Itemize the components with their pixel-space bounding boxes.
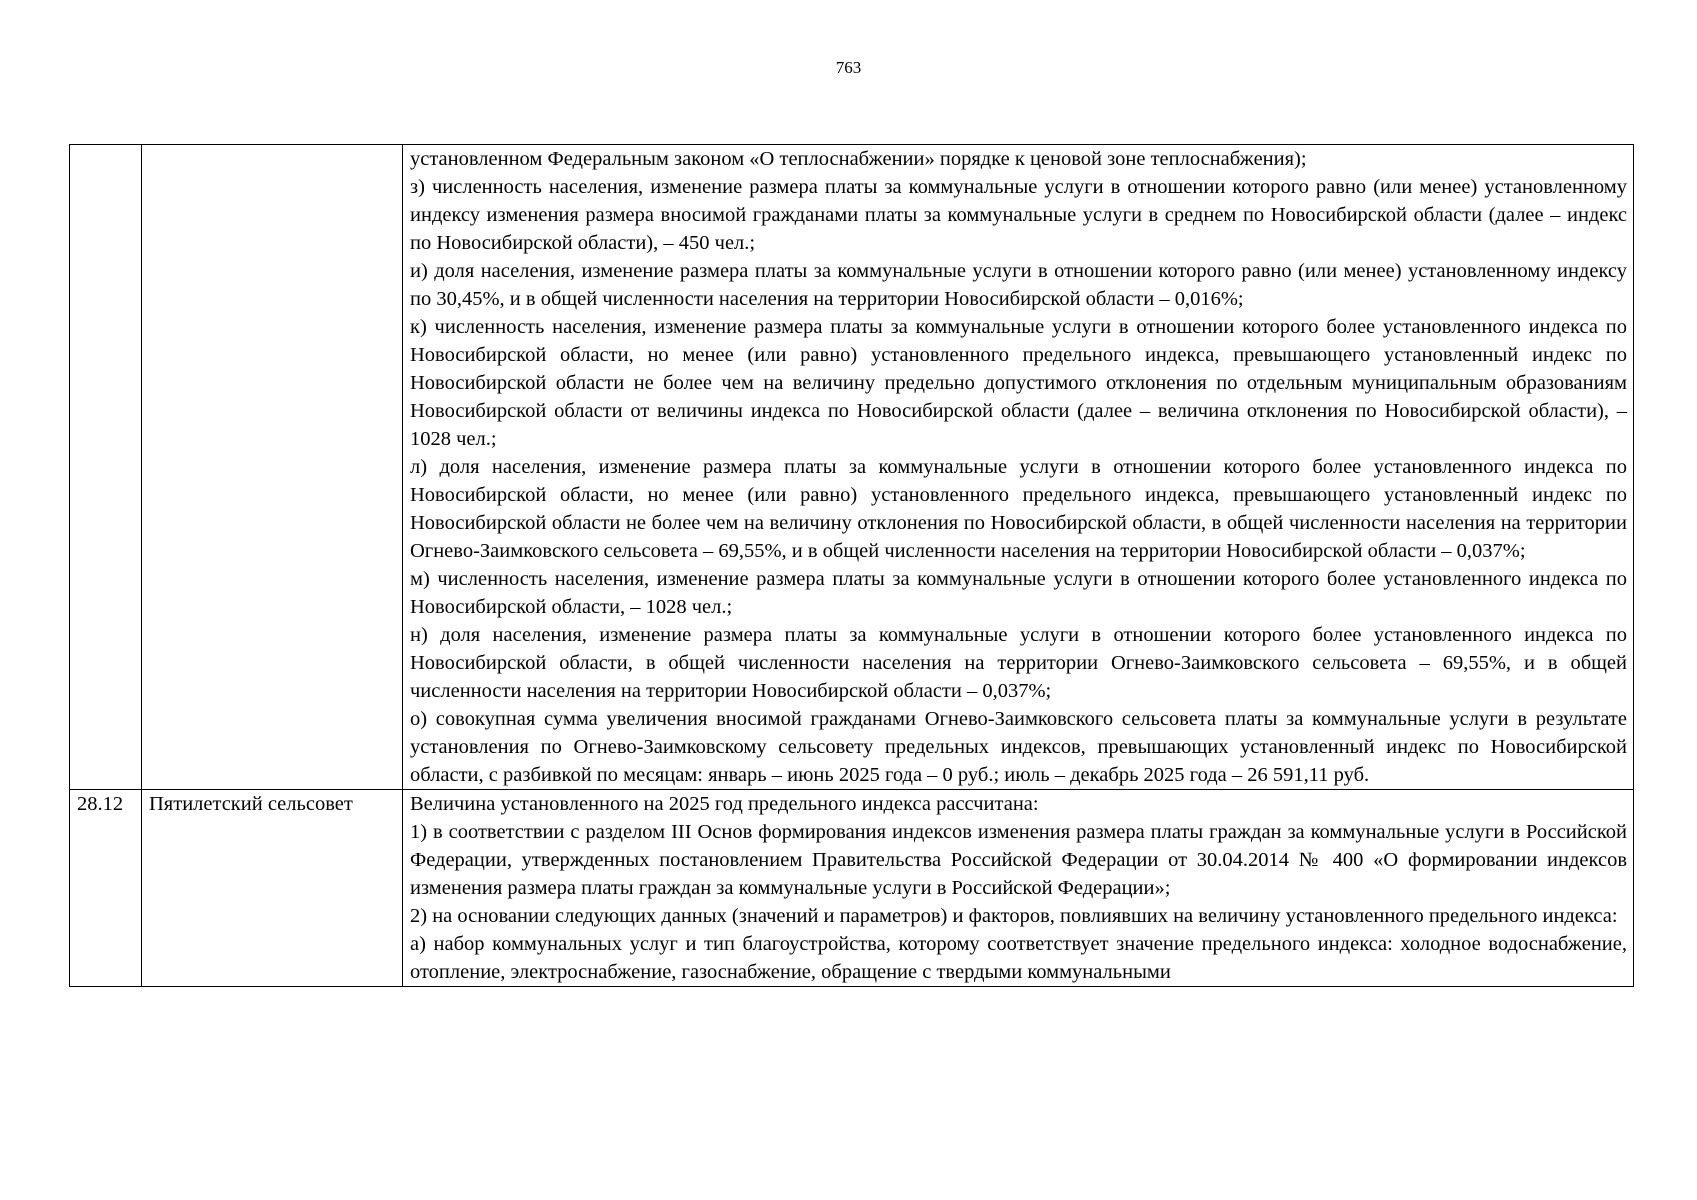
paragraph: о) совокупная сумма увеличения вносимой гражданами Огнево-Заимковского сельсовета платы за коммунальные услуги в результате установления по Огнево-Заимковскому сельсовету предельных индексов, превышающих установленный индекс по Новосибирской области, с разбивкой по месяцам: январь – июнь 2025 года – 0 руб.; июль – декабрь 2025 года – 26 591,11 руб. (410, 708, 1627, 786)
page-number: 763 (835, 58, 862, 77)
description-cell (403, 790, 1634, 987)
description-cell (403, 145, 1634, 790)
paragraph: установленном Федеральным законом «О теплоснабжении» порядке к ценовой зоне теплоснабжения); (410, 148, 1307, 170)
paragraph: 2) на основании следующих данных (значений и параметров) и факторов, повлиявших на величину установленного предельного индекса: (410, 905, 1618, 927)
municipality-name-cell: Пятилетский сельсовет (142, 790, 403, 987)
table-row (70, 145, 1634, 790)
paragraph: и) доля населения, изменение размера платы за коммунальные услуги в отношении которого равно (или менее) установленному индексу по 30,45%, и в общей численности населения на территории Новосибирской области – 0,016%; (410, 260, 1627, 310)
paragraph: м) численность населения, изменение размера платы за коммунальные услуги в отношении которого более установленного индекса по Новосибирской области, – 1028 чел.; (410, 568, 1627, 618)
paragraph: з) численность населения, изменение размера платы за коммунальные услуги в отношении которого равно (или менее) установленному индексу изменения размера вносимой гражданами платы за коммунальные услуги в среднем по Новосибирской области (далее – индекс по Новосибирской области), – 450 чел.; (410, 176, 1627, 254)
row-number-cell (70, 145, 142, 790)
paragraph: к) численность населения, изменение размера платы за коммунальные услуги в отношении которого более установленного индекса по Новосибирской области, но менее (или равно) установленного предельного индекса, превышающего установленный индекс по Новосибирской области не более чем на величину предельно допустимого отклонения по отдельным муниципальным образованиям Новосибирской области от величины индекса по Новосибирской области (далее – величина отклонения по Новосибирской области), – 1028 чел.; (410, 316, 1627, 450)
document-table (69, 144, 1634, 987)
paragraph: л) доля населения, изменение размера платы за коммунальные услуги в отношении которого более установленного индекса по Новосибирской области, но менее (или равно) установленного предельного индекса, превышающего установленный индекс по Новосибирской области не более чем на величину отклонения по Новосибирской области, в общей численности населения на территории Огнево-Заимковского сельсовета – 69,55%, и в общей численности населения на территории Новосибирской области – 0,037%; (410, 456, 1627, 562)
row-number-cell: 28.12 (70, 790, 142, 987)
paragraph: Величина установленного на 2025 год предельного индекса рассчитана: (410, 793, 1039, 815)
paragraph: 1) в соответствии с разделом III Основ формирования индексов изменения размера платы граждан за коммунальные услуги в Российской Федерации, утвержденных постановлением Правительства Российской Федерации от 30.04.2014 № 400 «О формировании индексов изменения размера платы граждан за коммунальные услуги в Российской Федерации»; (410, 821, 1627, 899)
paragraph: а) набор коммунальных услуг и тип благоустройства, которому соответствует значение предельного индекса: холодное водоснабжение, отопление, электроснабжение, газоснабжение, обращение с твердыми коммунальными (410, 933, 1627, 983)
municipality-name-cell (142, 145, 403, 790)
table-row (70, 790, 1634, 987)
paragraph: н) доля населения, изменение размера платы за коммунальные услуги в отношении которого более установленного индекса по Новосибирской области, в общей численности населения на территории Огнево-Заимковского сельсовета – 69,55%, и в общей численности населения на территории Новосибирской области – 0,037%; (410, 624, 1627, 702)
